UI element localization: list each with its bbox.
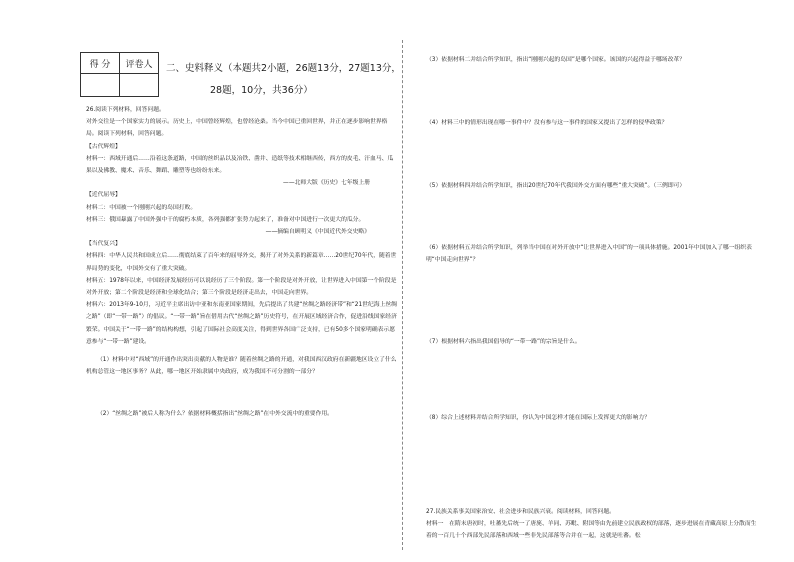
- question-26-intro: 26.阅读下列材料，回答问题。: [86, 107, 165, 113]
- material-2: 材料二：中国被一个刚刚兴起的岛国打败。: [86, 204, 197, 211]
- column-divider: [402, 40, 403, 550]
- material-5: 材料五：1978年以来，中国经济发展经历可以说经历了三个阶段。第一个阶段是对外开放，让世界进入中国第一个阶段是对外开放；第二个阶段是经济和全球化结合；第三个阶段是经济走出去，中国走向世界。: [86, 277, 397, 297]
- question-8: （8）综合上述材料并结合所学知识，你认为中国怎样才能在国际上发挥更大的影响力？: [426, 415, 650, 421]
- heading-ancient: 【古代辉煌】: [86, 143, 121, 150]
- question-5: （5）依据材料四并结合所学知识，指出20世纪70年代我国外交方面有哪些“重大突破”。（三例即可）: [426, 183, 686, 189]
- material-6: 材料六：2013年9-10月，习近平主席出访中亚和东南亚国家期间，先后提出了共建“丝绸之路经济带”和“21世纪海上丝绸之路”（即“一带一路”）的倡议。“一带一路”旨在借用古代“丝绸之路”历史符号，在开展区域经济合作，促进沿线国家经济繁荣。中国关于“一带一路”的结构构想，引起了国际社会高度关注，得到世界各国广泛支持，已有50多个国家明确表示愿意参与“一带一路”建设。: [86, 302, 397, 345]
- section-title: [166, 58, 402, 102]
- question-27-intro: 27.民族关系事关国家治安、社会进步和民族兴衰。阅读材料，回答问题。: [426, 509, 615, 515]
- question-4: （4）材料三中的情形出现在哪一事件中？没有参与这一事件的国家又提出了怎样的侵华政策？: [426, 120, 668, 126]
- grader-label: 评卷人: [120, 53, 159, 74]
- grader-cell: [120, 74, 159, 97]
- material-4: 材料四：中华人民共和国成立后……彻底结束了百年来的屈辱外交，揭开了对外关系的新篇章……20世纪70年代，随着世界局势的变化，中国外交有了重大突破。: [86, 253, 397, 272]
- intro-paragraph: 对外交往是一个国家实力的展示。历史上，中国曾经辉煌，也曾经沧桑。当今中国已重回世界，并正在逐步影响世界格局。阅读下列材料，回答问题。: [86, 119, 388, 138]
- section-title-line1: 二、史料释义（本题共2小题，26题13分，27题13分，: [166, 63, 401, 74]
- heading-modern: 【近代屈辱】: [86, 192, 121, 199]
- question-3: （3）依据材料二并结合所学知识，指出“刚刚兴起的岛国”是哪个国家。该国的兴起得益于哪场改革？: [426, 57, 685, 63]
- question-27-material-1: 材料一 在隋末唐初时，吐蕃先后统一了唐旄、羊同、苏毗、附国等由先前建立民族政权的部落，逐步进展在青藏高原上分散而生着的一百几十个西部先民部落和西域一些非先民部落等合并在一起，这就是吐蕃。松: [426, 521, 757, 540]
- score-label: 得 分: [81, 53, 120, 74]
- heading-contemporary: 【当代复兴】: [86, 241, 121, 248]
- question-1: （1）材料中对“西域”的开通作出突出贡献的人物是谁？随着丝绸之路的开通，对我国西汉政府在新疆地区设立了什么机构总管这一地区事务？从此，哪一地区开始隶属中央政府，成为我国不可分割的一部分？: [86, 357, 397, 376]
- material-3-source: ——摘编自顾明义《中国近代外交史略》: [265, 229, 370, 236]
- material-1: 材料一：西域开通后……沿着这条道路，中国的丝织品以及冶铁、凿井、造纸等技术相继西传，西方的皮毛、汗血马、瓜果以及佛教、魔术、音乐、舞蹈、雕塑等也纷纷东来。: [86, 155, 394, 175]
- question-6: （6）依据材料五并结合所学知识，列举当中国在对外开放中“让世界进入中国”的一项具体措施。2001年中国加入了哪一组织表明“中国走向世界”？: [426, 245, 752, 264]
- score-table: [80, 52, 159, 97]
- material-3: 材料三：俄国暴露了中国外强中干的腐朽本质，各列强都扩张势力起来了，准备对中国进行一次更大的瓜分。: [86, 216, 365, 223]
- question-2: （2）“丝绸之路”被后人称为什么？依据材料概括指出“丝绸之路”在中外交流中的重要作用。: [97, 411, 333, 418]
- section-title-line2: 28题，10分，共36分）: [210, 85, 313, 96]
- score-cell: [81, 74, 120, 97]
- question-7: （7）根据材料六指出我国倡导的“一带一路”的宗旨是什么。: [426, 339, 581, 345]
- left-column: [86, 104, 398, 421]
- material-1-source: ——北师大版《历史》七年级上册: [283, 180, 370, 187]
